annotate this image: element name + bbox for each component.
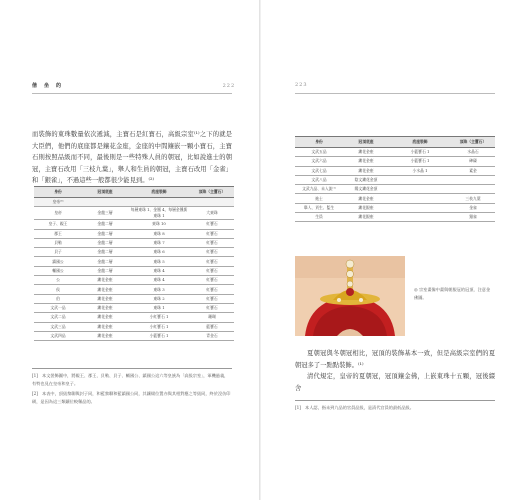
right-rank-table xyxy=(295,136,495,222)
right-body-text xyxy=(295,348,495,394)
table-cell: 金龍二層 xyxy=(82,220,128,229)
court-hat-illustration xyxy=(295,256,405,336)
table-cell: 鏤花金座 xyxy=(343,166,389,175)
table-row xyxy=(34,285,234,294)
table-cell xyxy=(389,175,451,184)
table-cell: 小藍寶石 1 xyxy=(389,148,451,157)
table-row xyxy=(34,248,234,257)
table-row xyxy=(34,276,234,285)
table-cell: 鏤花金座 xyxy=(82,322,128,331)
table-cell xyxy=(389,194,451,203)
table-cell: 貝子 xyxy=(34,248,82,257)
left-body-text xyxy=(32,129,232,187)
right-header-rule xyxy=(295,93,495,94)
table-cell: 水晶石 xyxy=(451,148,495,157)
table-cell: 金雀 xyxy=(451,203,495,212)
table-cell: 文武七品 xyxy=(295,166,343,175)
col-header-base: 冠頂底座 xyxy=(82,187,128,198)
left-rank-table xyxy=(34,186,234,341)
table-cell: 侯 xyxy=(34,285,82,294)
table-cell: 文武五品 xyxy=(295,148,343,157)
table-cell: 鏤花銀座 xyxy=(343,203,389,212)
table-cell: 紅寶石 xyxy=(190,238,234,247)
table-cell: 金龍二層 xyxy=(82,266,128,275)
table-cell: 鏤花金座 xyxy=(82,303,128,312)
figure-caption: ◎ 宗室畫像中畫與朝服冠的冠頂，注意金佛圖。 xyxy=(414,287,491,300)
table-subheader-row xyxy=(34,198,234,207)
table-cell: 文武二品 xyxy=(34,313,82,322)
table-cell: 東珠 1 xyxy=(128,303,190,312)
table-cell: 紅寶石 xyxy=(190,266,234,275)
table-cell: 小紅寶石 1 xyxy=(128,313,190,322)
table-cell xyxy=(389,213,451,222)
right-page xyxy=(260,0,520,500)
table-cell: 紅寶石 xyxy=(190,276,234,285)
table-cell: 紅寶石 xyxy=(190,285,234,294)
table-cell: 銀雀 xyxy=(451,213,495,222)
table-cell: 硨磲 xyxy=(451,157,495,166)
table-cell: 金龍二層 xyxy=(82,238,128,247)
col-header-rank: 身份 xyxy=(34,187,82,198)
table-cell: 文武一品 xyxy=(34,303,82,312)
table-row xyxy=(34,331,234,340)
table-cell xyxy=(128,198,190,207)
table-row xyxy=(34,322,234,331)
table-cell: 東珠 10 xyxy=(128,220,190,229)
table-cell: 東珠 8 xyxy=(128,229,190,238)
col-header-jewel: 頂珠（主寶石） xyxy=(451,137,495,148)
table-cell: 鎮國公 xyxy=(34,257,82,266)
left-header-rule xyxy=(32,93,232,94)
table-row xyxy=(295,213,495,222)
table-cell xyxy=(82,198,128,207)
table-cell: 文武八品 xyxy=(295,175,343,184)
table-cell: 小紅寶石 1 xyxy=(128,322,190,331)
footnote-number: [2] xyxy=(32,391,38,396)
book-gutter xyxy=(259,0,261,500)
table-cell: 輔國公 xyxy=(34,266,82,275)
table-row xyxy=(34,229,234,238)
footnote-text: 本人認，指未到九品的官員品級，是清代官員的最低品級。 xyxy=(305,405,414,410)
col-header-base: 冠頂底座 xyxy=(343,137,389,148)
table-row xyxy=(34,266,234,275)
table-row xyxy=(295,175,495,184)
left-body-paragraph: 而裝飾的東珠數量依次遞減，主寶石是紅寶石，高級宗室⁽¹⁾之下的就是大臣們，他們的底座都是鑲花金座，金座的中間鑲嵌一顆小寶石，主寶石則按照品級而不同，最後則是一些特殊人員的朝冠，比如說進士的朝冠，主寶石改用「三枝九葉」，舉人和生員的朝冠，主寶石改用「金雀」和「銀雀」，不過這些一般都很少能見到。⁽²⁾ xyxy=(32,131,232,184)
table-cell: 東珠 6 xyxy=(128,248,190,257)
table-cell: 東珠 3 xyxy=(128,285,190,294)
table-cell: 東珠 5 xyxy=(128,257,190,266)
table-cell: 金龍二層 xyxy=(82,248,128,257)
right-page-number: 223 xyxy=(295,82,308,88)
table-cell: 鏤花金座 xyxy=(343,157,389,166)
table-cell: 文武三品 xyxy=(34,322,82,331)
table-cell: 東珠 4 xyxy=(128,276,190,285)
table-cell: 藍寶石 xyxy=(190,322,234,331)
right-body-paragraph-1: 夏朝冠與冬朝冠相比，冠頂的裝飾基本一致，但是高級宗室們的夏朝冠多了一點點裝飾。⁽¹⁾ xyxy=(295,350,495,369)
table-cell: 每層東珠 1、金鳳 4，每層金鳳銜東珠 1 xyxy=(128,207,190,220)
col-header-rank: 身份 xyxy=(295,137,343,148)
table-row xyxy=(295,166,495,175)
table-cell xyxy=(190,198,234,207)
left-running-header xyxy=(32,82,235,89)
table-cell: 鏤花銀座 xyxy=(343,213,389,222)
footnote-2 xyxy=(32,390,232,406)
table-header-row xyxy=(34,187,234,198)
table-row xyxy=(34,220,234,229)
col-header-decoration: 底座裝飾 xyxy=(389,137,451,148)
table-cell: 小藍寶石 1 xyxy=(128,331,190,340)
table-cell: 東珠 2 xyxy=(128,294,190,303)
col-header-jewel: 頂珠（主寶石） xyxy=(190,187,234,198)
table-row xyxy=(295,203,495,212)
table-cell: 進士 xyxy=(295,194,343,203)
table-row xyxy=(295,157,495,166)
table-cell: 紅寶石 xyxy=(190,257,234,266)
table-cell: 鏤花金座 xyxy=(82,313,128,322)
table-cell xyxy=(451,185,495,194)
table-cell: 皇帝⁽³⁾ xyxy=(34,198,82,207)
table-row xyxy=(34,238,234,247)
table-cell: 郡王 xyxy=(34,229,82,238)
table-cell xyxy=(451,175,495,184)
table-cell: 紅寶石 xyxy=(190,303,234,312)
table-row xyxy=(295,185,495,194)
table-cell: 鏤花金座 xyxy=(343,148,389,157)
table-cell: 舉人、貢生、監生 xyxy=(295,203,343,212)
table-cell: 紅寶石 xyxy=(190,248,234,257)
table-row xyxy=(34,207,234,220)
table-cell: 生員 xyxy=(295,213,343,222)
table-cell: 鏤花金座 xyxy=(82,285,128,294)
table-cell xyxy=(389,185,451,194)
table-row xyxy=(34,294,234,303)
table-cell: 東珠 4 xyxy=(128,266,190,275)
table-header-row xyxy=(295,137,495,148)
left-page-number: 222 xyxy=(222,83,236,89)
table-cell: 青金石 xyxy=(190,331,234,340)
table-cell: 紅寶石 xyxy=(190,220,234,229)
table-cell: 貝勒 xyxy=(34,238,82,247)
footnote-text: 本文裝飾圖中，將親王、郡王、貝勒、貝子、輔國公、鎮國公這六等皇族為「高級宗室」，軍機過義，有特也見在皇帝和皇子。 xyxy=(32,373,229,386)
table-cell xyxy=(389,203,451,212)
table-cell: 大東珠 xyxy=(190,207,234,220)
table-cell: 鏤花金座 xyxy=(343,194,389,203)
table-cell: 素金 xyxy=(451,166,495,175)
table-cell: 公 xyxy=(34,276,82,285)
right-footnote-rule xyxy=(295,400,495,401)
footnote-number: [1] xyxy=(295,405,301,410)
table-cell: 陽文鏤花金頂 xyxy=(343,185,389,194)
right-body-paragraph-2: 清代規定，皇帝的夏朝冠，冠頂鑲金佛，上嵌東珠十五顆，冠後綴舍 xyxy=(295,373,495,392)
table-cell: 陰文鏤花金頂 xyxy=(343,175,389,184)
table-cell: 珊瑚 xyxy=(190,313,234,322)
table-cell: 鏤花金座 xyxy=(82,294,128,303)
table-cell: 金龍二層 xyxy=(82,229,128,238)
table-cell: 小水晶 1 xyxy=(389,166,451,175)
table-cell: 鏤花金座 xyxy=(82,331,128,340)
right-running-header xyxy=(295,82,308,88)
table-cell: 金龍三層 xyxy=(82,207,128,220)
table-cell: 小藍寶石 1 xyxy=(389,157,451,166)
table-cell: 文武六品 xyxy=(295,157,343,166)
table-row xyxy=(34,313,234,322)
table-cell: 伯 xyxy=(34,294,82,303)
col-header-decoration: 底座裝飾 xyxy=(128,187,190,198)
running-title: 偕 坐 的 xyxy=(32,83,63,89)
table-row xyxy=(34,303,234,312)
hat-image-svg xyxy=(295,256,405,336)
right-footnotes xyxy=(295,404,495,412)
table-row xyxy=(34,257,234,266)
table-cell: 文武九品、未入流⁽¹⁾ xyxy=(295,185,343,194)
footnote-text: 本表中，頂級黎聊與封子同，和藍黎聊和藍鎮國公同，其鑲綴位置亦與其相對應之等級同，終於沒仿印刷，是因為這三類鑲位較稀品的。 xyxy=(32,391,231,404)
table-cell: 文武四品 xyxy=(34,331,82,340)
table-row xyxy=(295,194,495,203)
table-cell: 鏤花金座 xyxy=(82,276,128,285)
table-cell: 紅寶石 xyxy=(190,229,234,238)
left-footnote-rule xyxy=(32,368,232,369)
left-footnotes xyxy=(32,372,232,406)
table-cell: 皇子、親王 xyxy=(34,220,82,229)
table-cell: 皇帝 xyxy=(34,207,82,220)
footnote-1 xyxy=(32,372,232,388)
table-cell: 三枝九葉 xyxy=(451,194,495,203)
table-row xyxy=(295,148,495,157)
footnote-number: [1] xyxy=(32,373,38,378)
table-cell: 紅寶石 xyxy=(190,294,234,303)
table-cell: 金龍二層 xyxy=(82,257,128,266)
table-cell: 東珠 7 xyxy=(128,238,190,247)
